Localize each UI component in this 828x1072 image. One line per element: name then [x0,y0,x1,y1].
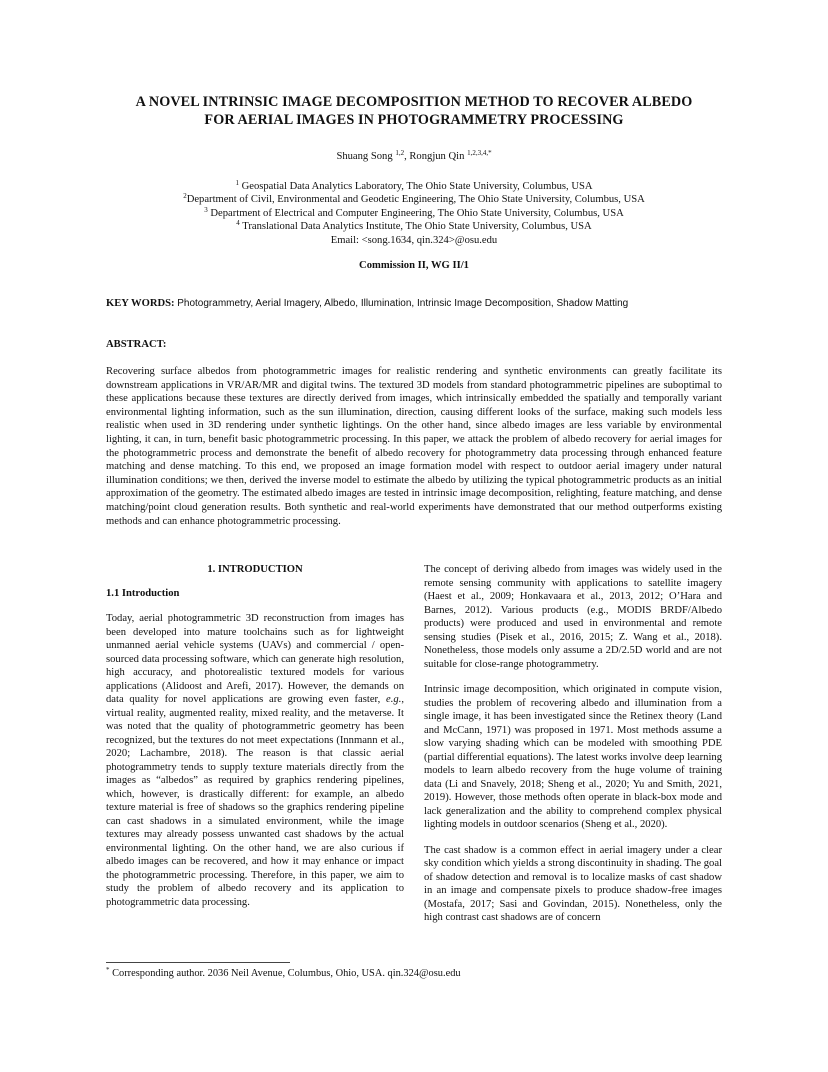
paragraph-text: Today, aerial photogrammetric 3D reconstruction from images has been developed into mature toolchains such as for lightweight unmanned aerial vehicle systems (UAVs) and commercial / open-sourced data processing software, which can generate high resolution, high accuracy, and photorealistic textured models for various applications (Alidoost and Arefi, 2017). However, the demands on data quality for novel applications are growing even faster, [106,613,404,705]
affiliation-number: 1 [235,179,239,187]
keywords-label: KEY WORDS: [106,298,178,309]
title-line-1: A NOVEL INTRINSIC IMAGE DECOMPOSITION METHOD TO RECOVER ALBEDO [135,94,693,110]
affiliation-text: Translational Data Analytics Institute, The Ohio State University, Columbus, USA [239,221,592,233]
affiliation-text: Department of Electrical and Computer Engineering, The Ohio State University, Columbus, USA [207,207,624,219]
body-paragraph: Intrinsic image decomposition, which originated in compute vision, studies the problem of recovering albedo and illumination from a single image, it has been investigated since the Retinex theory (Land and McCann, 1971) was proposed in 1971. Most methods assume a slow varying shading which can be modeled with smoothing PDE (partial differential equations). The latest works involve deep learning models to learn albedo recovery from the huge volume of training data (Li and Snavely, 2018; Sheng et al., 2020; Yu and Smith, 2021, 2019). However, those methods often operate in black-box mode and lack generalization and the ability to comprehend complex physical lighting models in outdoor scenarios (Sheng et al., 2020). [424,684,722,830]
title-line-2: FOR AERIAL IMAGES IN PHOTOGRAMMETRY PROCESSING [204,112,624,128]
right-column [424,563,722,937]
affiliation-text: Geospatial Data Analytics Laboratory, The Ohio State University, Columbus, USA [238,181,593,192]
author-separator: , [404,151,410,162]
author-affiliation-marker: 1,2 [395,149,405,157]
footnote-divider [106,962,290,963]
author-list [80,151,748,162]
subsection-heading: 1.1 Introduction [106,587,180,599]
affiliation-line [80,220,748,233]
affiliation-text: Department of Civil, Environmental and Geodetic Engineering, The Ohio State University, Columbus, USA [186,194,645,206]
abstract-heading: ABSTRACT: [106,339,167,350]
body-paragraph: The concept of deriving albedo from images was widely used in the remote sensing community with applications to satellite imagery (Haest et al., 2009; Honkavaara et al., 2013, 2012; O’Hara and Barnes, 2012). Various products (e.g., MODIS BRDF/Albedo products) were produced and used in environmental and remote sensing studies (Pisek et al., 2016, 2015; Z. Wang et al., 2018). Nonetheless, those models only assume a 2D/2.5D world and are not suitable for close-range photogrammetry. [424,564,722,670]
author-name: Rongjun Qin [409,151,465,162]
keywords-line [106,297,726,309]
affiliation-number: 4 [236,219,240,228]
body-paragraph [106,612,404,909]
author-affiliation-marker: 1,2,3,4,* [467,149,492,157]
affiliation-number: 3 [204,205,208,214]
affiliation-line [80,207,748,220]
footnote [106,968,461,979]
commission-label: Commission II, WG II/1 [359,260,469,271]
footnote-text: Corresponding author. 2036 Neil Avenue, Columbus, Ohio, USA. qin.324@osu.edu [109,968,461,979]
affiliation-line [80,193,748,206]
keywords-text: Photogrammetry, Aerial Imagery, Albedo, Illumination, Intrinsic Image Decomposition, Shadow Matting [177,298,629,309]
author-name: Shuang Song [336,151,393,162]
paragraph-text: , virtual reality, augmented reality, mixed reality, and the metaverse. It was noted that the quality of photogrammetric geometry has been recognized, but the textures do not meet expectations (Innmann et al., 2020; Lachambre, 2018). The reason is that classic aerial photogrammetry tends to supply texture materials directly from the images as “albedos” as required by graphics rendering pipelines, which, however, is drastically different: for example, an albedo texture material is free of shadows so the graphics rendering pipeline can cast shadows in a simulated environment, while the image textures may already possess unwanted cast shadows by the actual environmental lighting. On the other hand, we are also curious if albedo images can be recovered, and how it may enhance or impact the photogrammetric processing. Therefore, in this paper, we aim to study the problem of albedo recovery and its application to photogrammetric data processing. [106,694,404,908]
left-column [106,563,404,921]
paper-title [80,93,748,129]
footnote-marker: * [106,966,110,974]
section-heading: 1. INTRODUCTION [207,564,303,575]
abstract-text: Recovering surface albedos from photogrammetric images for realistic rendering and synthetic environments can greatly facilitate its downstream applications in VR/AR/MR and digital twins. The textured 3D models from standard photogrammetric pipelines are suboptimal to these applications because these textures are directly derived from images, which intrinsically embedded the spatially and temporally variant environmental lighting information, such as the sun illumination, direction, causing different looks of the surface, making such models less realistic when used in 3D rendering under synthetic lightings. On the other hand, since albedo images are less variable by environmental lighting, it can, in turn, benefit basic photogrammetric processing. In this paper, we attack the problem of albedo recovery for aerial images for the photogrammetric process and demonstrate the benefit of albedo recovery for photogrammetry data processing through enhanced feature matching and dense matching. To this end, we proposed an image formation model with respect to outdoor aerial imagery under natural illumination conditions; we then, derived the inverse model to estimate the albedo by utilizing the typical photogrammetric products as an initial approximation of the geometry. The estimated albedo images are tested in intrinsic image decomposition, relighting, feature matching, and dense matching/point cloud generation results. Both synthetic and real-world experiments have demonstrated that our method outperforms existing methods and can enhance photogrammetric processing. [106,366,722,527]
contact-email: Email: <song.1634, qin.324>@osu.edu [330,234,498,246]
body-paragraph: The cast shadow is a common effect in aerial imagery under a clear sky condition which yields a strong discontinuity in shading. The goal of shadow detection and removal is to localize masks of cast shadow in an image and compensate pixels to produce shadow-free images (Mostafa, 2017; Sasi and Govindan, 2015). Nonetheless, only the high contrast cast shadows are of concern [424,844,722,923]
affiliation-line [80,180,748,193]
emphasis-text: e.g. [386,694,402,705]
affiliation-list [80,180,748,247]
affiliation-number: 2 [183,192,187,201]
